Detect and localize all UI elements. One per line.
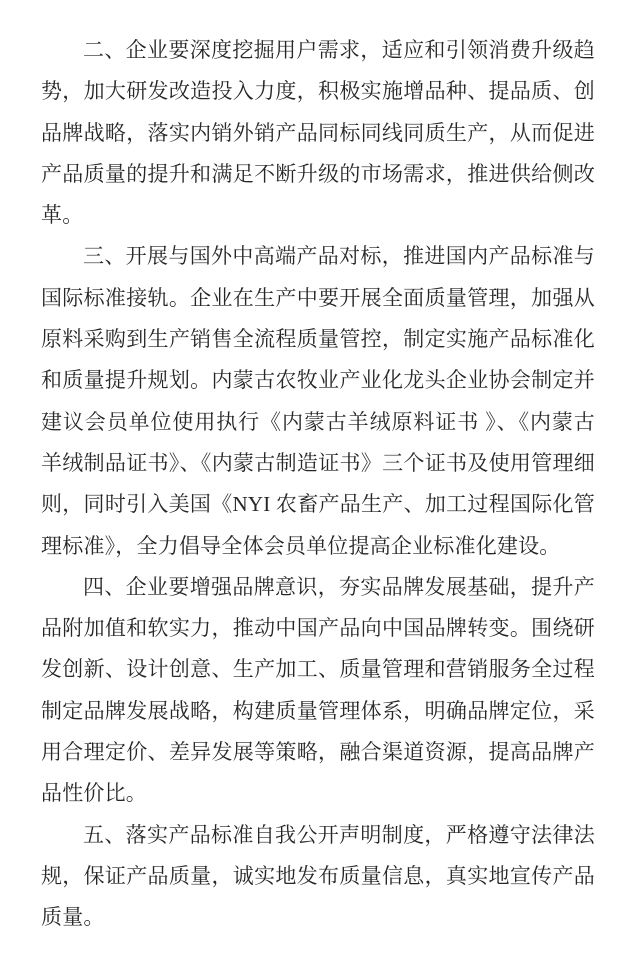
paragraph-five xyxy=(41,815,595,939)
text-line: 势，加大研发改造投入力度，积极实施增品种、提品质、创 xyxy=(41,79,595,104)
text-line: 理标准》，全力倡导全体会员单位提高企业标准化建设。 xyxy=(41,533,561,558)
text-line: 品附加值和软实力，推动中国产品向中国品牌转变。围绕研 xyxy=(41,616,595,641)
paragraph-three xyxy=(41,236,595,566)
text-line: 品牌战略，落实内销外销产品同标同线同质生产，从而促进 xyxy=(41,120,595,145)
text-line: 制定品牌发展战略，构建质量管理体系，明确品牌定位，采 xyxy=(41,698,595,723)
text-line: 革。 xyxy=(41,203,84,228)
paragraph-four xyxy=(41,567,595,815)
text-line: 羊绒制品证书》、《内蒙古制造证书》三个证书及使用管理细 xyxy=(41,450,595,475)
text-line: 品性价比。 xyxy=(41,781,147,806)
paragraph-two xyxy=(41,30,595,236)
text-line: 产品质量的提升和满足不断升级的市场需求，推进供给侧改 xyxy=(41,161,595,186)
text-line: 建议会员单位使用执行《内蒙古羊绒原料证书 》、《内蒙古 xyxy=(41,409,595,434)
text-line: 规，保证产品质量，诚实地发布质量信息，真实地宣传产品 xyxy=(41,863,595,888)
text-line: 四、企业要增强品牌意识，夯实品牌发展基础，提升产 xyxy=(83,574,595,599)
text-line: 发创新、设计创意、生产加工、质量管理和营销服务全过程 xyxy=(41,657,595,682)
text-line: 用合理定价、差异发展等策略，融合渠道资源，提高品牌产 xyxy=(41,740,595,765)
text-line: 五、落实产品标准自我公开声明制度，严格遵守法律法 xyxy=(83,822,595,847)
text-line: 质量。 xyxy=(41,905,105,930)
text-line: 三、开展与国外中高端产品对标，推进国内产品标准与 xyxy=(83,244,595,269)
text-line: 原料采购到生产销售全流程质量管控，制定实施产品标准化 xyxy=(41,327,595,352)
text-line: 二、企业要深度挖掘用户需求，适应和引领消费升级趋 xyxy=(83,38,595,62)
text-line: 和质量提升规划。内蒙古农牧业产业化龙头企业协会制定并 xyxy=(41,368,595,393)
text-line: 则，同时引入美国《NYI 农畜产品生产、加工过程国际化管 xyxy=(41,492,595,517)
text-line: 国际标准接轨。企业在生产中要开展全面质量管理，加强从 xyxy=(41,285,595,310)
